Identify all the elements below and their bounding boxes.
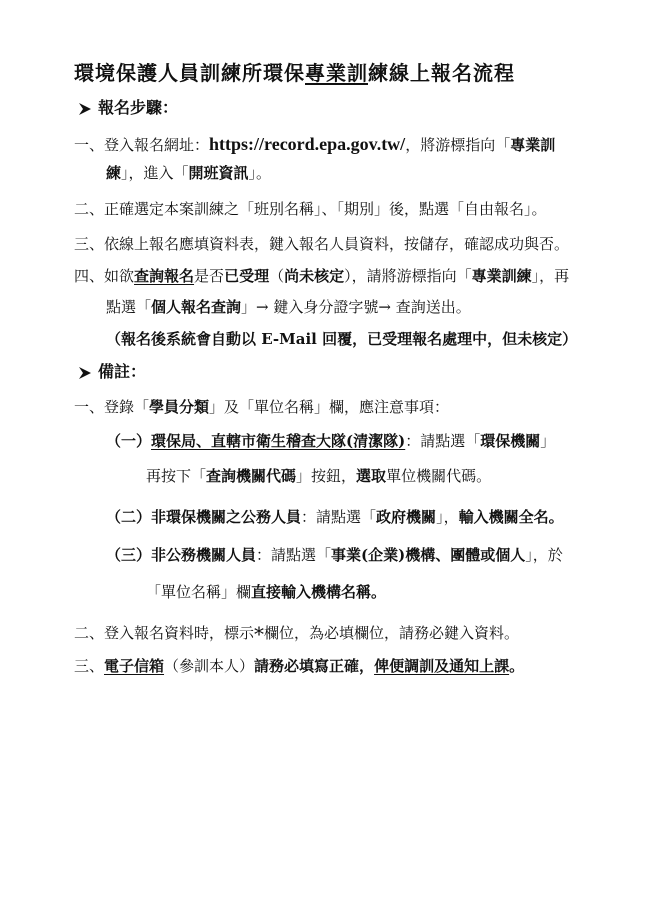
item-bold-text: 非環保機關之公務人員 xyxy=(151,508,302,526)
arrow-bullet-icon xyxy=(78,97,92,119)
item-bold-text: 政府機關 xyxy=(376,508,437,526)
step-bold-text: 開班資訊 xyxy=(188,164,249,182)
item-text: 」按鈕， xyxy=(296,467,357,485)
item-bold-text: 輸入機關全名。 xyxy=(458,508,564,526)
note-text: 欄位，為必填欄位，請務必鍵入資料。 xyxy=(264,624,520,642)
step-text: （ xyxy=(269,267,285,285)
title-text: 環境保護人員訓練所環保 xyxy=(74,61,305,85)
step-text: 點選「 xyxy=(106,298,152,316)
required-asterisk: * xyxy=(254,622,265,646)
step-bold-text: 專業訓練 xyxy=(471,267,532,285)
section-heading-steps xyxy=(78,97,178,119)
note-bold-text: 請務必填寫正確， xyxy=(254,657,375,675)
item-number: （一） xyxy=(106,432,152,450)
step-text: 」→ 鍵入身分證字號→ 查詢送出。 xyxy=(241,298,471,316)
item-number: （三） xyxy=(106,546,152,564)
note-bold-underlined-text: 電子信箱 xyxy=(104,657,165,675)
page-title xyxy=(74,62,515,84)
step-1-line-2 xyxy=(106,162,271,184)
item-text: 」 xyxy=(540,432,556,450)
title-underlined-text: 專業訓 xyxy=(305,61,368,85)
step-2 xyxy=(74,198,547,220)
note-number: 二、 xyxy=(74,624,105,642)
step-4-line-1 xyxy=(74,265,569,287)
item-text: 單位機關代碼。 xyxy=(386,467,492,485)
step-text: 如欲 xyxy=(104,267,135,285)
step-bold-text: 尚未核定 xyxy=(284,267,345,285)
note-text: 登入報名資料時，標示 xyxy=(104,624,255,642)
step-text: 依線上報名應填資料表，鍵入報名人員資料，按儲存，確認成功與否。 xyxy=(104,235,570,253)
note-bold-text: 學員分類 xyxy=(149,398,210,416)
item-bold-text: 直接輸入機構名稱。 xyxy=(251,583,387,601)
step-bold-text: 專業訓 xyxy=(510,136,556,154)
item-bold-text: 事業(企業)機構、團體或個人 xyxy=(331,546,526,564)
step-3 xyxy=(74,233,569,255)
step-1-line-1 xyxy=(74,133,555,156)
section-title: 備註： xyxy=(98,362,147,381)
step-text: 」。 xyxy=(248,164,272,182)
note-text: 」及「單位名稱」欄，應注意事項： xyxy=(209,398,450,416)
step-4-line-2 xyxy=(106,296,471,318)
item-bold-text: 環保機關 xyxy=(480,432,541,450)
step-bold-underlined-text: 查詢報名 xyxy=(134,267,195,285)
note-1-item-1-line-2 xyxy=(146,465,491,487)
item-text: ：請點選「 xyxy=(405,432,481,450)
registration-url-link[interactable]: https://record.epa.gov.tw/ xyxy=(209,134,406,154)
item-text: 」，於 xyxy=(525,546,563,564)
item-text: 再按下「 xyxy=(146,467,207,485)
note-text: （報名後系統會自動以 E-Mail 回覆，已受理報名處理中，但未核定） xyxy=(106,330,578,348)
item-text: ：請點選「 xyxy=(256,546,332,564)
note-1-item-1-line-1 xyxy=(106,430,555,452)
step-bold-text: 練 xyxy=(106,164,122,182)
step-number: 二、 xyxy=(74,200,105,218)
note-number: 一、 xyxy=(74,398,105,416)
note-number: 三、 xyxy=(74,657,105,675)
step-text: 登入報名網址： xyxy=(104,136,210,154)
note-1 xyxy=(74,396,449,418)
item-bold-text: 選取 xyxy=(356,467,387,485)
note-3 xyxy=(74,655,524,677)
step-number: 一、 xyxy=(74,136,105,154)
step-text: 」，再 xyxy=(531,267,570,285)
title-text-end: 練線上報名流程 xyxy=(368,61,515,85)
arrow-bullet-icon xyxy=(78,361,92,383)
item-text: ：請點選「 xyxy=(301,508,377,526)
step-text: ），請將游標指向「 xyxy=(344,267,472,285)
step-bold-text: 個人報名查詢 xyxy=(151,298,242,316)
step-number: 三、 xyxy=(74,235,105,253)
item-text: 」， xyxy=(436,508,459,526)
note-text: 登錄「 xyxy=(104,398,150,416)
step-number: 四、 xyxy=(74,267,105,285)
note-1-item-3-line-2 xyxy=(146,581,386,603)
item-number: （二） xyxy=(106,508,152,526)
section-heading-notes xyxy=(78,361,146,383)
item-bold-text: 非公務機關人員 xyxy=(151,546,257,564)
step-4-note xyxy=(106,328,577,350)
note-bold-text: 。 xyxy=(509,657,525,675)
note-1-item-3-line-1 xyxy=(106,544,563,566)
note-2 xyxy=(74,622,519,645)
step-text: 正確選定本案訓練之「班別名稱」、「期別」後，點選「自由報名」。 xyxy=(104,200,547,218)
step-text: 」，進入「 xyxy=(121,164,189,182)
item-bold-text: 查詢機關代碼 xyxy=(206,467,297,485)
step-text: 是否 xyxy=(194,267,225,285)
item-text: 「單位名稱」欄 xyxy=(146,583,252,601)
note-bold-underlined-text: 俾便調訓及通知上課 xyxy=(374,657,510,675)
step-text: ，將游標指向「 xyxy=(405,136,511,154)
step-bold-text: 已受理 xyxy=(224,267,270,285)
item-bold-underlined-text: 環保局、直轄市衛生稽查大隊(清潔隊) xyxy=(151,432,406,450)
note-1-item-2 xyxy=(106,506,564,528)
section-title: 報名步驟： xyxy=(98,98,179,117)
note-text: （參訓本人） xyxy=(164,657,255,675)
